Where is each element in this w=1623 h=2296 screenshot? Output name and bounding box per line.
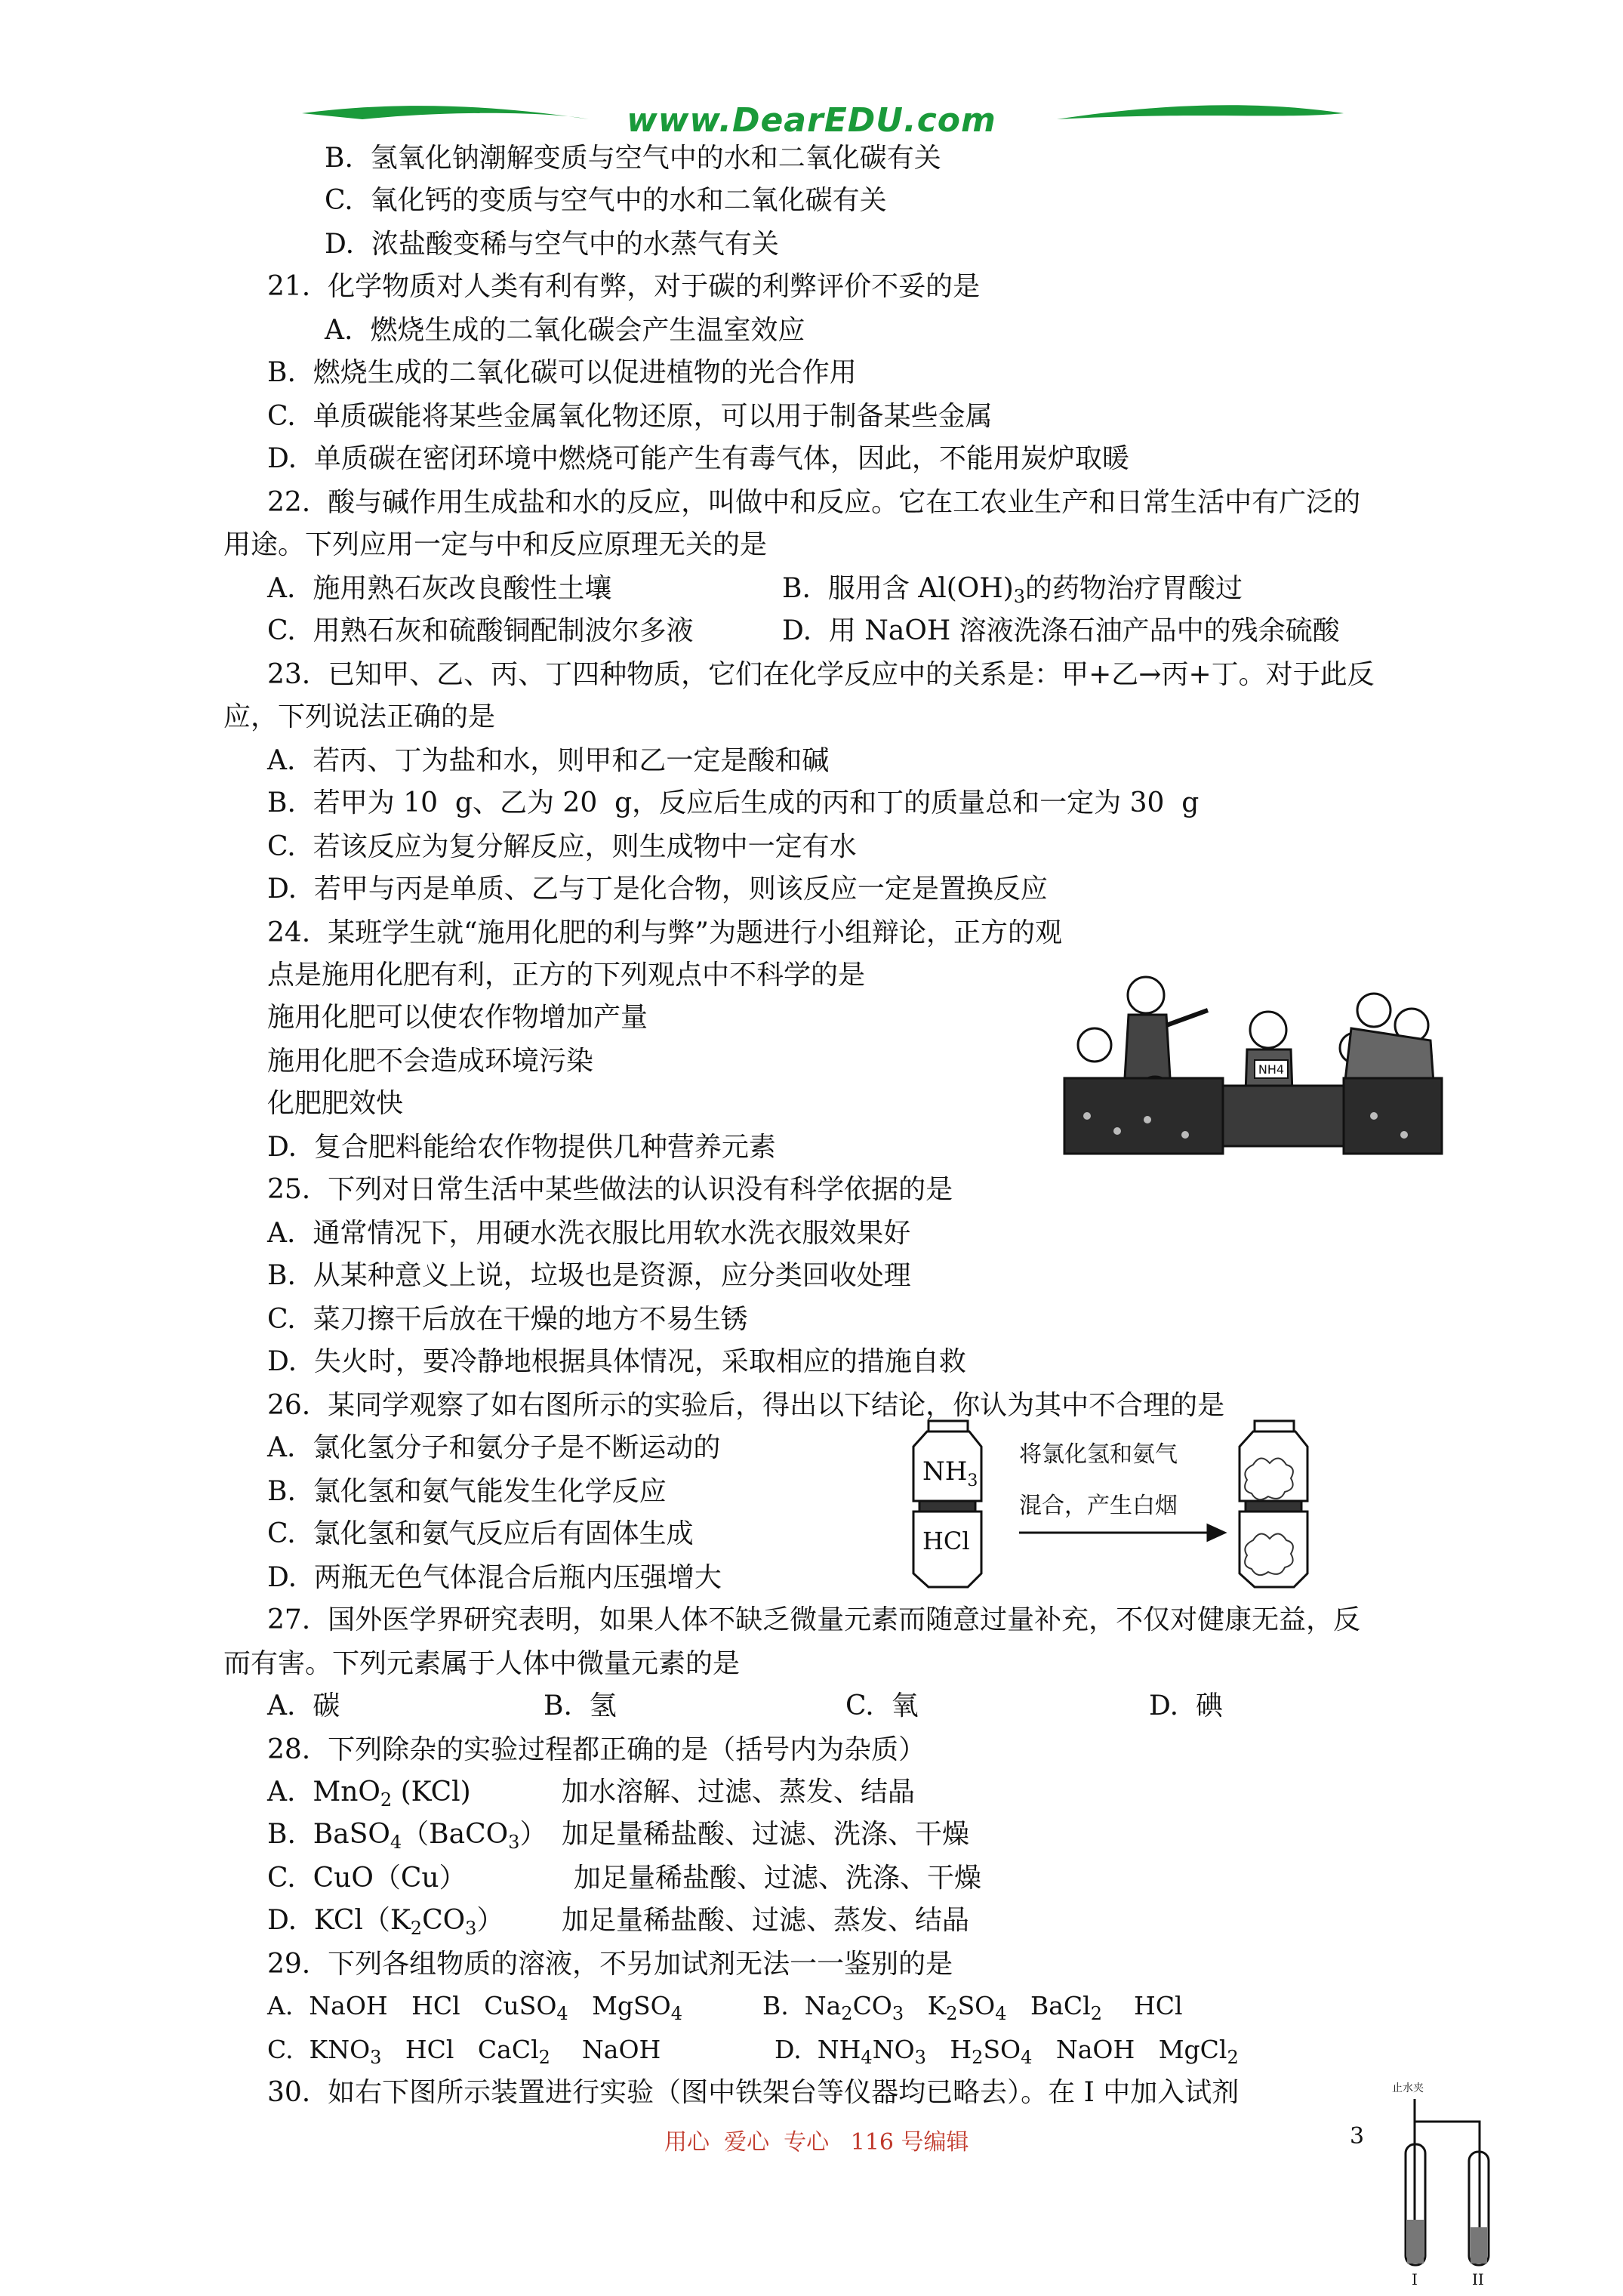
q22-stem-line1: 22. 酸与碱作用生成盐和水的反应，叫做中和反应。它在工农业生产和日常生活中有广泛的	[267, 487, 1361, 518]
q26-option-c: C. 氯化氢和氨气反应后有固体生成	[267, 1518, 694, 1549]
apparatus-top-label: 止水夹	[1392, 2082, 1424, 2094]
q23-option-b: B. 若甲为 10 g、乙为 20 g，反应后生成的丙和丁的质量总和一定为 30 g	[267, 787, 1200, 818]
tube-i-label: I	[1412, 2270, 1418, 2288]
q27-option-c: C. 氧	[845, 1690, 919, 1721]
q27-option-b: B. 氢	[544, 1690, 617, 1721]
q27-option-a: A. 碳	[267, 1690, 340, 1721]
q30-stem: 30. 如右下图所示装置进行实验（图中铁架台等仪器均已略去）。在 I 中加入试剂	[267, 2077, 1240, 2108]
q27-stem-line1: 27. 国外医学界研究表明，如果人体不缺乏微量元素而随意过量补充，不仅对健康无益，反	[267, 1604, 1361, 1635]
q28-option-a: A. MnO$_2$ (KCl)	[267, 1777, 471, 1811]
q21-option-a: A. 燃烧生成的二氧化碳会产生温室效应	[325, 315, 805, 346]
q29-option-d: D. $NH_4NO_3$ $H_2SO_4$ NaOH MgCl$_2$	[775, 2035, 1239, 2068]
site-url[interactable]: www.DearEDU.com	[627, 101, 996, 140]
q22-option-a: A. 施用熟石灰改良酸性土壤	[267, 573, 612, 604]
teacher-head	[1128, 977, 1164, 1013]
q22-option-d: D. 用 NaOH 溶液洗涤石油产品中的残余硫酸	[782, 615, 1340, 646]
q24-stem-line2: 点是施用化肥有利，正方的下列观点中不科学的是	[267, 960, 866, 991]
q29-option-a: A. NaOH HCl CuSO$_4$ MgSO$_4$	[267, 1991, 682, 2024]
q22-option-c: C. 用熟石灰和硫酸铜配制波尔多液	[267, 615, 694, 646]
q26-option-a: A. 氯化氢分子和氨分子是不断运动的	[267, 1432, 721, 1463]
page-number: 3	[1350, 2123, 1365, 2150]
q21-stem: 21. 化学物质对人类有利有弊，对于碳的利弊评价不妥的是	[267, 271, 981, 302]
q22-stem-line2: 用途。下列应用一定与中和反应原理无关的是	[223, 529, 768, 560]
q24-option-d: D. 复合肥料能给农作物提供几种营养元素	[267, 1132, 776, 1163]
q28-option-b: B. BaSO$_4$（BaCO$_3$）	[267, 1819, 547, 1853]
footer-text: 用心 爱心 专心 116 号编辑	[664, 2129, 969, 2156]
q23-stem-line1: 23. 已知甲、乙、丙、丁四种物质，它们在化学反应中的关系是：甲+乙→丙+丁。对于此反	[267, 659, 1375, 690]
q24-option-c: 化肥肥效快	[267, 1088, 404, 1119]
q25-option-a: A. 通常情况下，用硬水洗衣服比用软水洗衣服效果好	[267, 1218, 911, 1249]
q23-option-d: D. 若甲与丙是单质、乙与丁是化合物，则该反应一定是置换反应	[267, 874, 1048, 905]
q20-option-b: B. 氢氧化钠潮解变质与空气中的水和二氧化碳有关	[325, 143, 941, 174]
q28-option-c: C. CuO（Cu）	[267, 1863, 467, 1894]
q20-option-d: D. 浓盐酸变稀与空气中的水蒸气有关	[325, 229, 779, 260]
q23-option-c: C. 若该反应为复分解反应，则生成物中一定有水	[267, 831, 857, 862]
figure-caption-line2: 混合，产生白烟	[1019, 1493, 1178, 1519]
apparatus-figure	[1389, 2076, 1495, 2289]
q27-option-d: D. 碘	[1149, 1690, 1223, 1721]
white-smoke	[1245, 1458, 1293, 1575]
q22-option-b: B. 服用含 $Al(OH)_3$的药物治疗胃酸过	[782, 573, 1243, 607]
debate-sign: NH4	[1258, 1062, 1285, 1077]
q28-option-d: D. $KCl(K_2CO_3)$	[267, 1905, 504, 1939]
q26-option-b: B. 氯化氢和氨气能发生化学反应	[267, 1476, 667, 1507]
q21-option-b: B. 燃烧生成的二氧化碳可以促进植物的光合作用	[267, 357, 857, 388]
q25-stem: 25. 下列对日常生活中某些做法的认识没有科学依据的是	[267, 1174, 953, 1205]
q28-option-c-process: 加足量稀盐酸、过滤、洗涤、干燥	[574, 1863, 982, 1894]
figure-caption-line1: 将氯化氢和氨气	[1019, 1441, 1178, 1468]
q24-stem-line1: 24. 某班学生就“施用化肥的利与弊”为题进行小组辩论，正方的观	[267, 917, 1062, 948]
nh3-label: $NH_3$	[922, 1456, 978, 1490]
q25-option-c: C. 菜刀擦干后放在干燥的地方不易生锈	[267, 1304, 748, 1335]
nh3-bottle-neck	[929, 1421, 968, 1432]
debate-illustration	[1057, 965, 1449, 1160]
q26-option-d: D. 两瓶无色气体混合后瓶内压强增大	[267, 1562, 722, 1593]
q24-option-a: 施用化肥可以使农作物增加产量	[267, 1002, 648, 1033]
tube-ii-label: II	[1472, 2270, 1484, 2288]
q24-option-b: 施用化肥不会造成环境污染	[267, 1046, 594, 1077]
q29-option-b: B. $Na_2CO_3$ $K_2SO_4$ BaCl$_2$ HCl	[762, 1991, 1183, 2024]
q26-stem: 26. 某同学观察了如右图所示的实验后，得出以下结论，你认为其中不合理的是	[267, 1390, 1225, 1421]
q28-stem: 28. 下列除杂的实验过程都正确的是（括号内为杂质）	[267, 1734, 926, 1765]
q23-stem-line2: 应，下列说法正确的是	[223, 701, 496, 732]
hcl-label: HCl	[922, 1527, 970, 1555]
q28-option-a-process: 加水溶解、过滤、蒸发、结晶	[562, 1777, 916, 1808]
q23-option-a: A. 若丙、丁为盐和水，则甲和乙一定是酸和碱	[267, 745, 830, 776]
q20-option-c: C. 氧化钙的变质与空气中的水和二氧化碳有关	[325, 185, 887, 216]
q25-option-d: D. 失火时，要冷静地根据具体情况，采取相应的措施自救	[267, 1346, 966, 1377]
q27-stem-line2: 而有害。下列元素属于人体中微量元素的是	[223, 1648, 741, 1679]
q21-option-c: C. 单质碳能将某些金属氧化物还原，可以用于制备某些金属	[267, 401, 993, 432]
q25-option-b: B. 从某种意义上说，垃圾也是资源，应分类回收处理	[267, 1260, 911, 1291]
q29-stem: 29. 下列各组物质的溶液，不另加试剂无法一一鉴别的是	[267, 1949, 953, 1980]
q28-option-d-process: 加足量稀盐酸、过滤、蒸发、结晶	[562, 1905, 970, 1936]
gas-bottles-figure	[906, 1419, 1329, 1593]
q21-option-d: D. 单质碳在密闭环境中燃烧可能产生有毒气体，因此，不能用炭炉取暖	[267, 443, 1129, 474]
q28-option-b-process: 加足量稀盐酸、过滤、洗涤、干燥	[562, 1819, 970, 1850]
q29-option-c: C. $KNO_3$ HCl CaCl$_2$ NaOH	[267, 2035, 661, 2068]
